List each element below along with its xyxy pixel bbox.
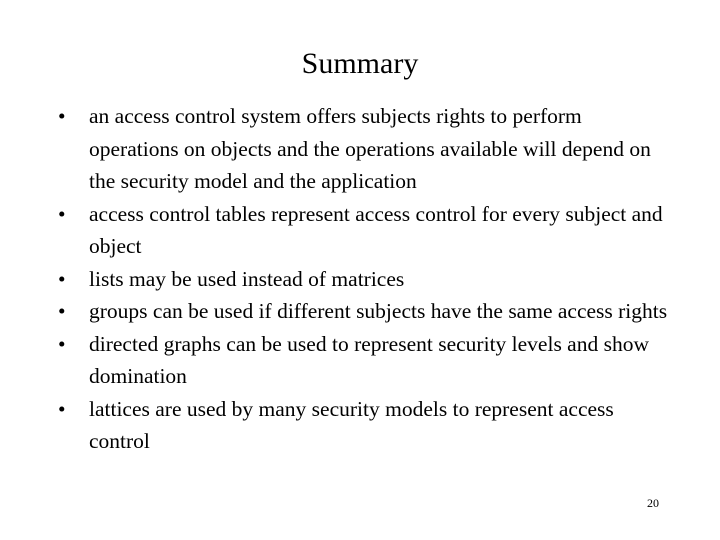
bullet-item bbox=[58, 295, 668, 328]
bullet-item bbox=[58, 198, 668, 263]
bullet-text: directed graphs can be used to represent security levels and show domination bbox=[89, 331, 649, 388]
bullet-text: lists may be used instead of matrices bbox=[89, 266, 405, 291]
bullet-text: an access control system offers subjects rights to perform operations on objects and the operations available will depend on the security model and the application bbox=[89, 104, 651, 193]
bullet-item bbox=[58, 100, 668, 198]
bullet-list bbox=[58, 100, 668, 458]
page-number: 20 bbox=[647, 496, 659, 510]
bullet-item bbox=[58, 393, 668, 458]
bullet-icon: • bbox=[58, 104, 66, 128]
bullet-icon: • bbox=[58, 396, 66, 421]
bullet-icon: • bbox=[58, 201, 66, 226]
bullet-item bbox=[58, 263, 668, 296]
bullet-text: access control tables represent access control for every subject and object bbox=[89, 201, 663, 258]
slide-title: Summary bbox=[301, 47, 419, 80]
bullet-icon: • bbox=[58, 299, 66, 323]
bullet-text: lattices are used by many security models to represent access control bbox=[89, 396, 614, 453]
bullet-icon: • bbox=[58, 266, 66, 291]
bullet-icon: • bbox=[58, 331, 66, 356]
bullet-text: groups can be used if different subjects have the same access rights bbox=[89, 299, 668, 323]
bullet-item bbox=[58, 328, 668, 393]
